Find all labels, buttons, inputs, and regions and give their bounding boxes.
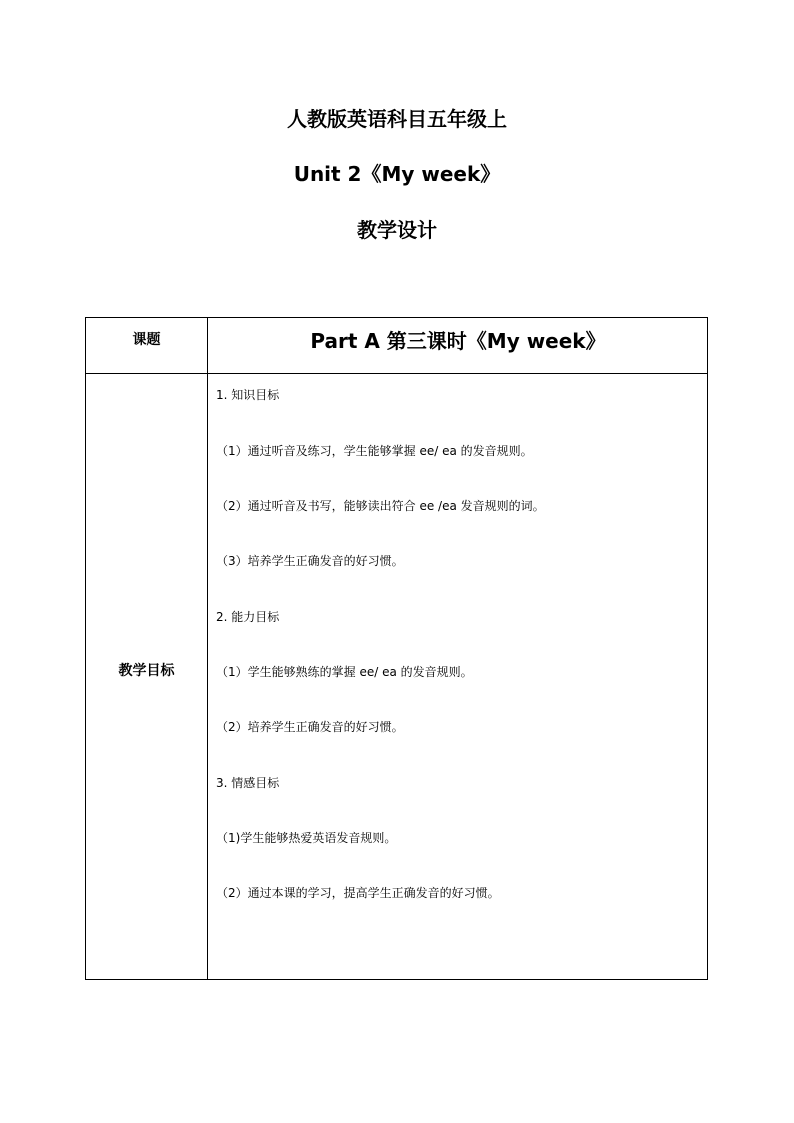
objective-heading-affective: 3. 情感目标 [216, 776, 280, 790]
objectives-label: 教学目标 [118, 663, 175, 679]
objective-item: （2）通过本课的学习，提高学生正确发音的好习惯。 [216, 886, 500, 900]
objective-item: （1)学生能够热爱英语发音规则。 [216, 831, 397, 845]
objective-heading-ability: 2. 能力目标 [216, 610, 280, 624]
objective-item: （1）通过听音及练习，学生能够掌握 ee/ ea 的发音规则。 [216, 444, 533, 458]
objective-heading-knowledge: 1. 知识目标 [216, 388, 280, 402]
objective-item: （2）培养学生正确发音的好习惯。 [216, 720, 404, 734]
document-title-subject: 人教版英语科目五年级上 [287, 107, 507, 131]
objective-item: （2）通过听音及书写，能够读出符合 ee /ea 发音规则的词。 [216, 499, 545, 513]
document-title-unit: Unit 2《My week》 [293, 162, 501, 186]
topic-label: 课题 [132, 332, 161, 348]
objective-item: （3）培养学生正确发音的好习惯。 [216, 554, 404, 568]
table-row-divider [86, 373, 707, 374]
table-column-divider [207, 318, 208, 979]
lesson-plan-table [85, 317, 708, 980]
lesson-title: Part A 第三课时《My week》 [310, 329, 606, 353]
document-title-type: 教学设计 [357, 218, 437, 242]
objective-item: （1）学生能够熟练的掌握 ee/ ea 的发音规则。 [216, 665, 473, 679]
